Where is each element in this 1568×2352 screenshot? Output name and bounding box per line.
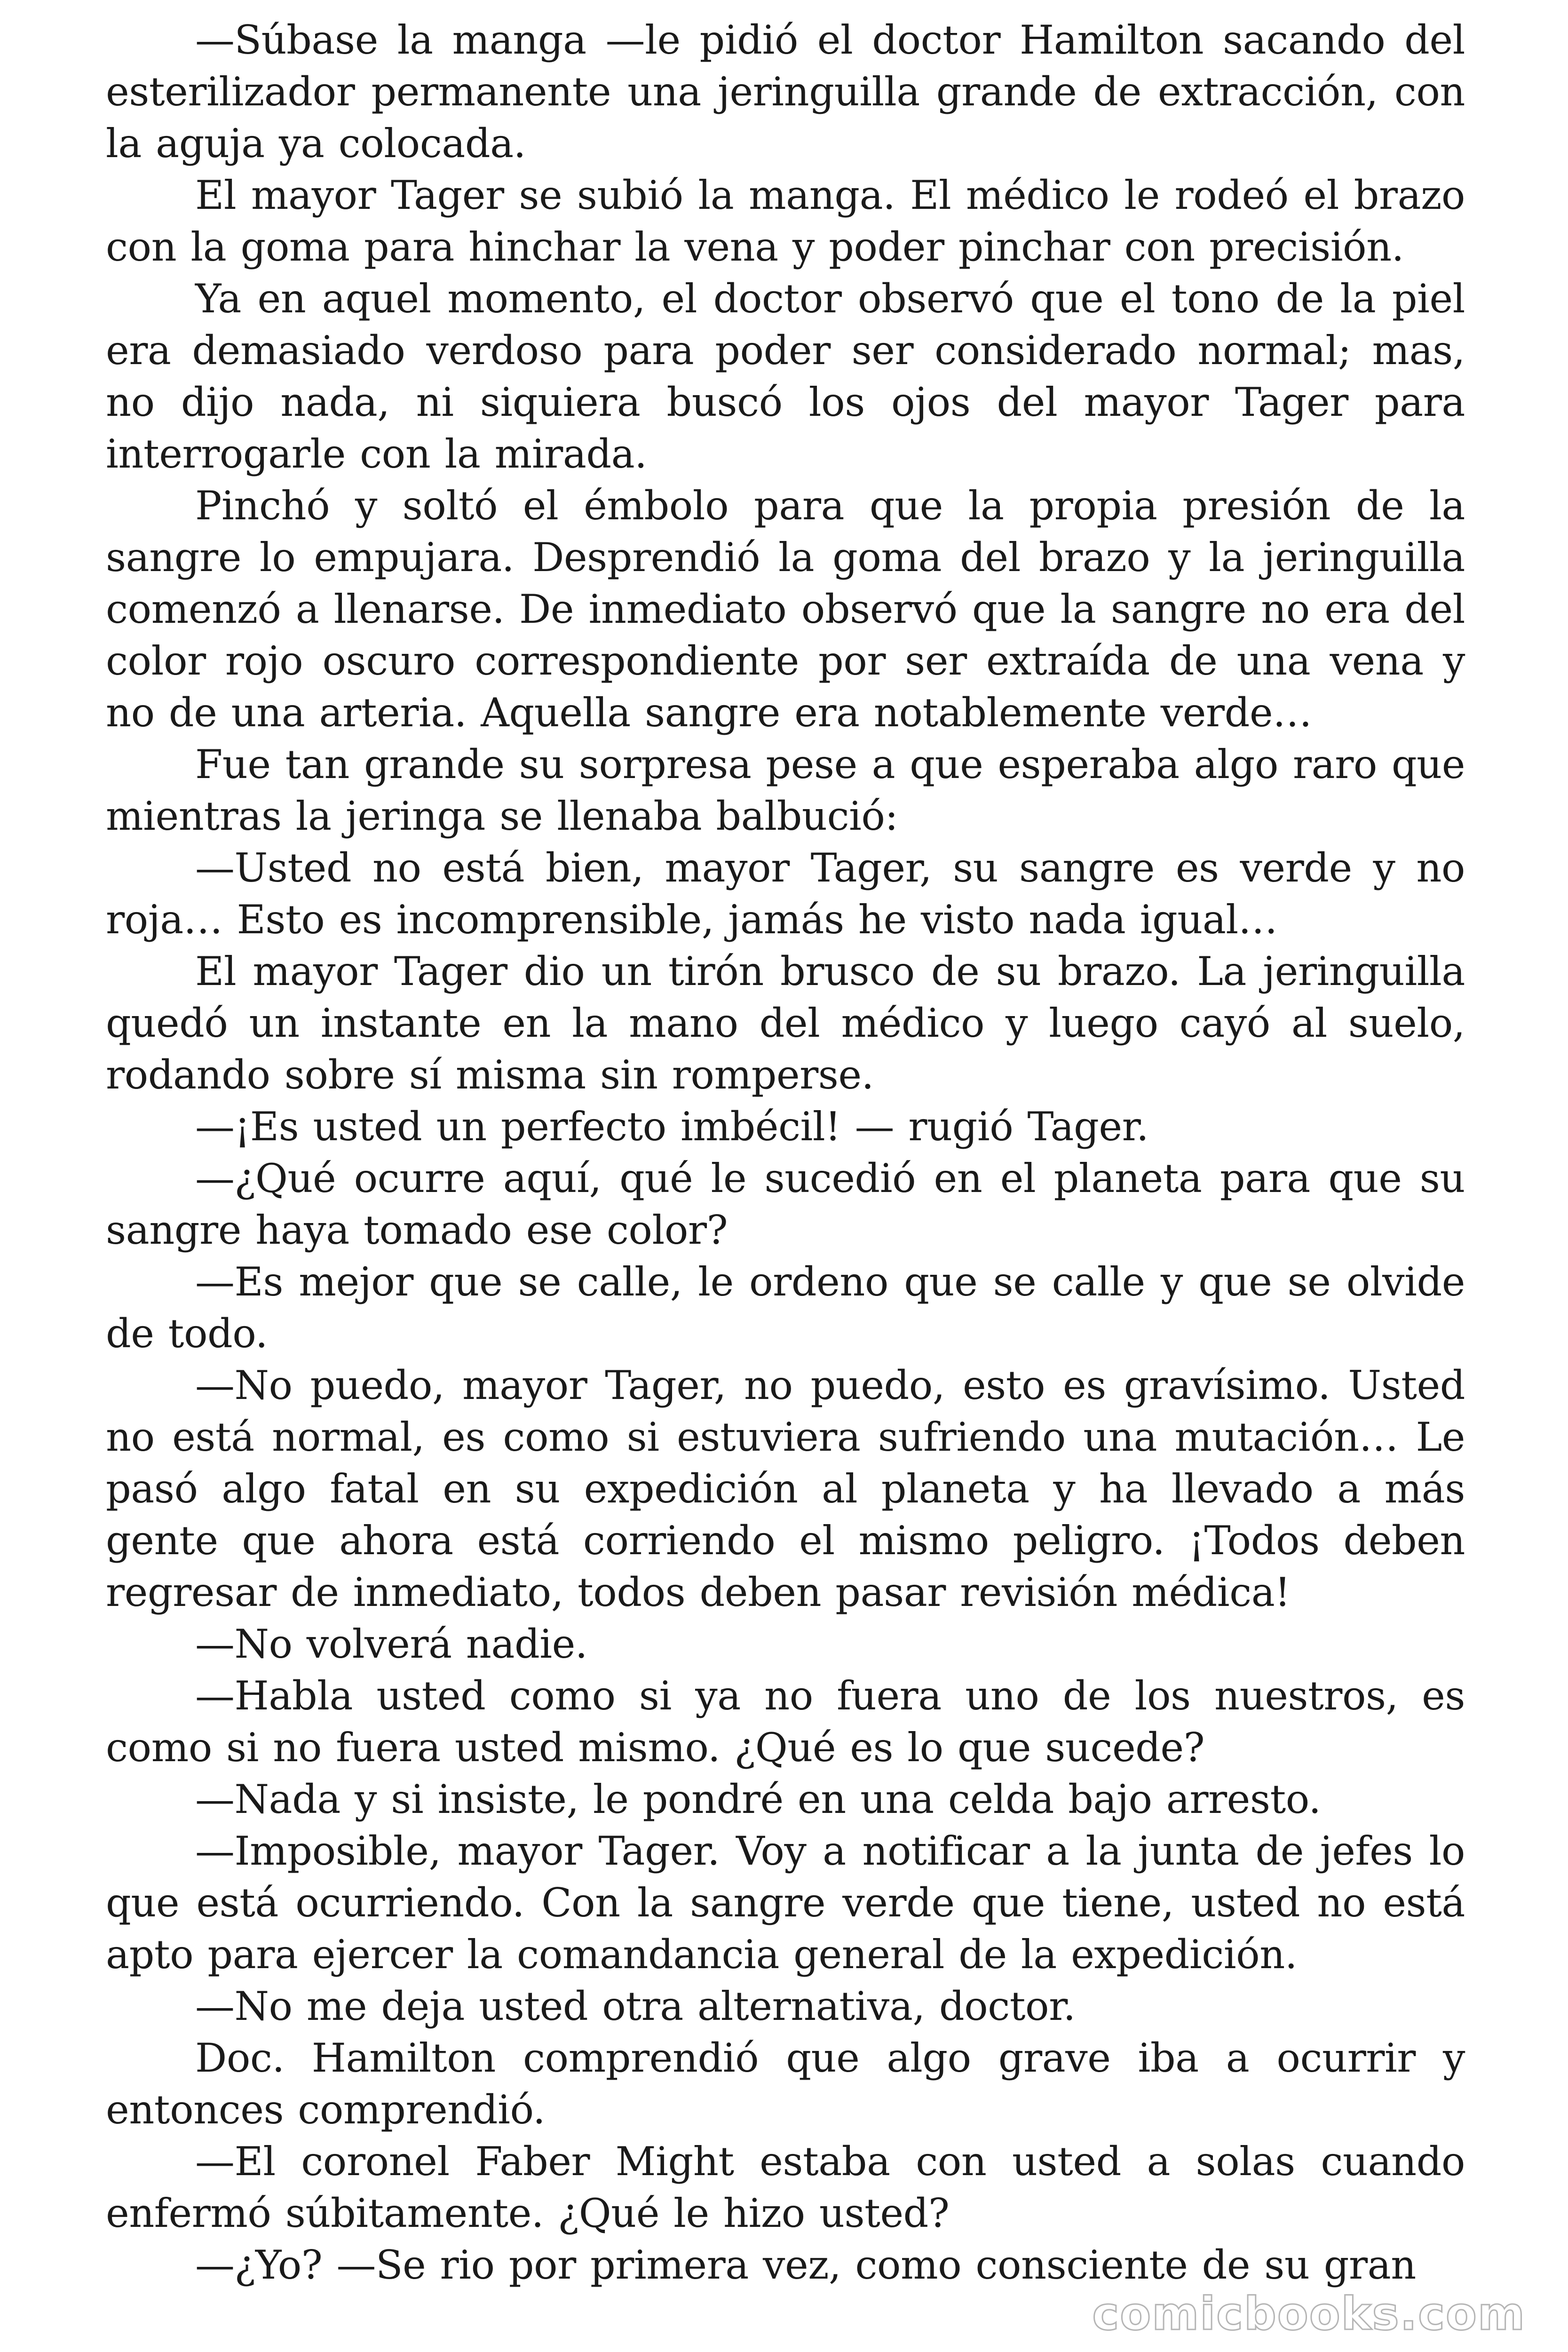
paragraph: —Usted no está bien, mayor Tager, su sangre es verde y no roja… Esto es incomprensible, jamás he visto nada igual… xyxy=(106,845,1465,943)
paragraph: —Nada y si insiste, le pondré en una celda bajo arresto. xyxy=(195,1776,1321,1822)
paragraph: —El coronel Faber Might estaba con usted a solas cuando enfermó súbitamente. ¿Qué le hizo usted? xyxy=(106,2138,1465,2236)
paragraph: —¿Yo? —Se rio por primera vez, como consciente de su gran xyxy=(195,2242,1416,2288)
paragraph: Ya en aquel momento, el doctor observó que el tono de la piel era demasiado verdoso para poder ser considerado normal; mas, no dijo nada, ni siquiera buscó los ojos del mayor Tager para interrogarle con la mirada. xyxy=(106,276,1465,477)
paragraph: Doc. Hamilton comprendió que algo grave iba a ocurrir y entonces comprendió. xyxy=(106,2035,1465,2133)
paragraph: —¿Qué ocurre aquí, qué le sucedió en el planeta para que su sangre haya tomado ese color? xyxy=(106,1155,1465,1253)
paragraph: —No puedo, mayor Tager, no puedo, esto es gravísimo. Usted no está normal, es como si estuviera sufriendo una mutación… Le pasó algo fatal en su expedición al planeta y ha llevado a más gente que ahora está corriendo el mismo peligro. ¡Todos deben regresar de inmediato, todos deben pasar revisión médica! xyxy=(106,1362,1465,1615)
paragraph: Fue tan grande su sorpresa pese a que esperaba algo raro que mientras la jeringa se llenaba balbució: xyxy=(106,741,1465,839)
paragraph: Pinchó y soltó el émbolo para que la propia presión de la sangre lo empujara. Desprendió la goma del brazo y la jeringuilla comenzó a llenarse. De inmediato observó que la sangre no era del color rojo oscuro correspondiente por ser extraída de una vena y no de una arteria. Aquella sangre era notablemente verde… xyxy=(106,483,1465,736)
paragraph: El mayor Tager se subió la manga. El médico le rodeó el brazo con la goma para hinchar la vena y poder pinchar con precisión. xyxy=(106,172,1465,270)
paragraph: —Imposible, mayor Tager. Voy a notificar a la junta de jefes lo que está ocurriendo. Con la sangre verde que tiene, usted no está apto para ejercer la comandancia general de la expedición. xyxy=(106,1828,1465,1978)
paragraph: —No me deja usted otra alternativa, doctor. xyxy=(195,1983,1076,2029)
paragraph: El mayor Tager dio un tirón brusco de su brazo. La jeringuilla quedó un instante en la mano del médico y luego cayó al suelo, rodando sobre sí misma sin romperse. xyxy=(106,948,1465,1098)
paragraph: —Es mejor que se calle, le ordeno que se calle y que se olvide de todo. xyxy=(106,1259,1465,1357)
paragraph: —No volverá nadie. xyxy=(195,1621,587,1667)
watermark: comicbooks.com xyxy=(1092,2288,1526,2340)
paragraph: —Súbase la manga —le pidió el doctor Hamilton sacando del esterilizador permanente una jeringuilla grande de extracción, con la aguja ya colocada. xyxy=(106,17,1465,167)
paragraph: —¡Es usted un perfecto imbécil! — rugió Tager. xyxy=(195,1104,1149,1150)
page-body xyxy=(106,14,1465,2291)
paragraph: —Habla usted como si ya no fuera uno de los nuestros, es como si no fuera usted mismo. ¿Qué es lo que sucede? xyxy=(106,1673,1465,1771)
